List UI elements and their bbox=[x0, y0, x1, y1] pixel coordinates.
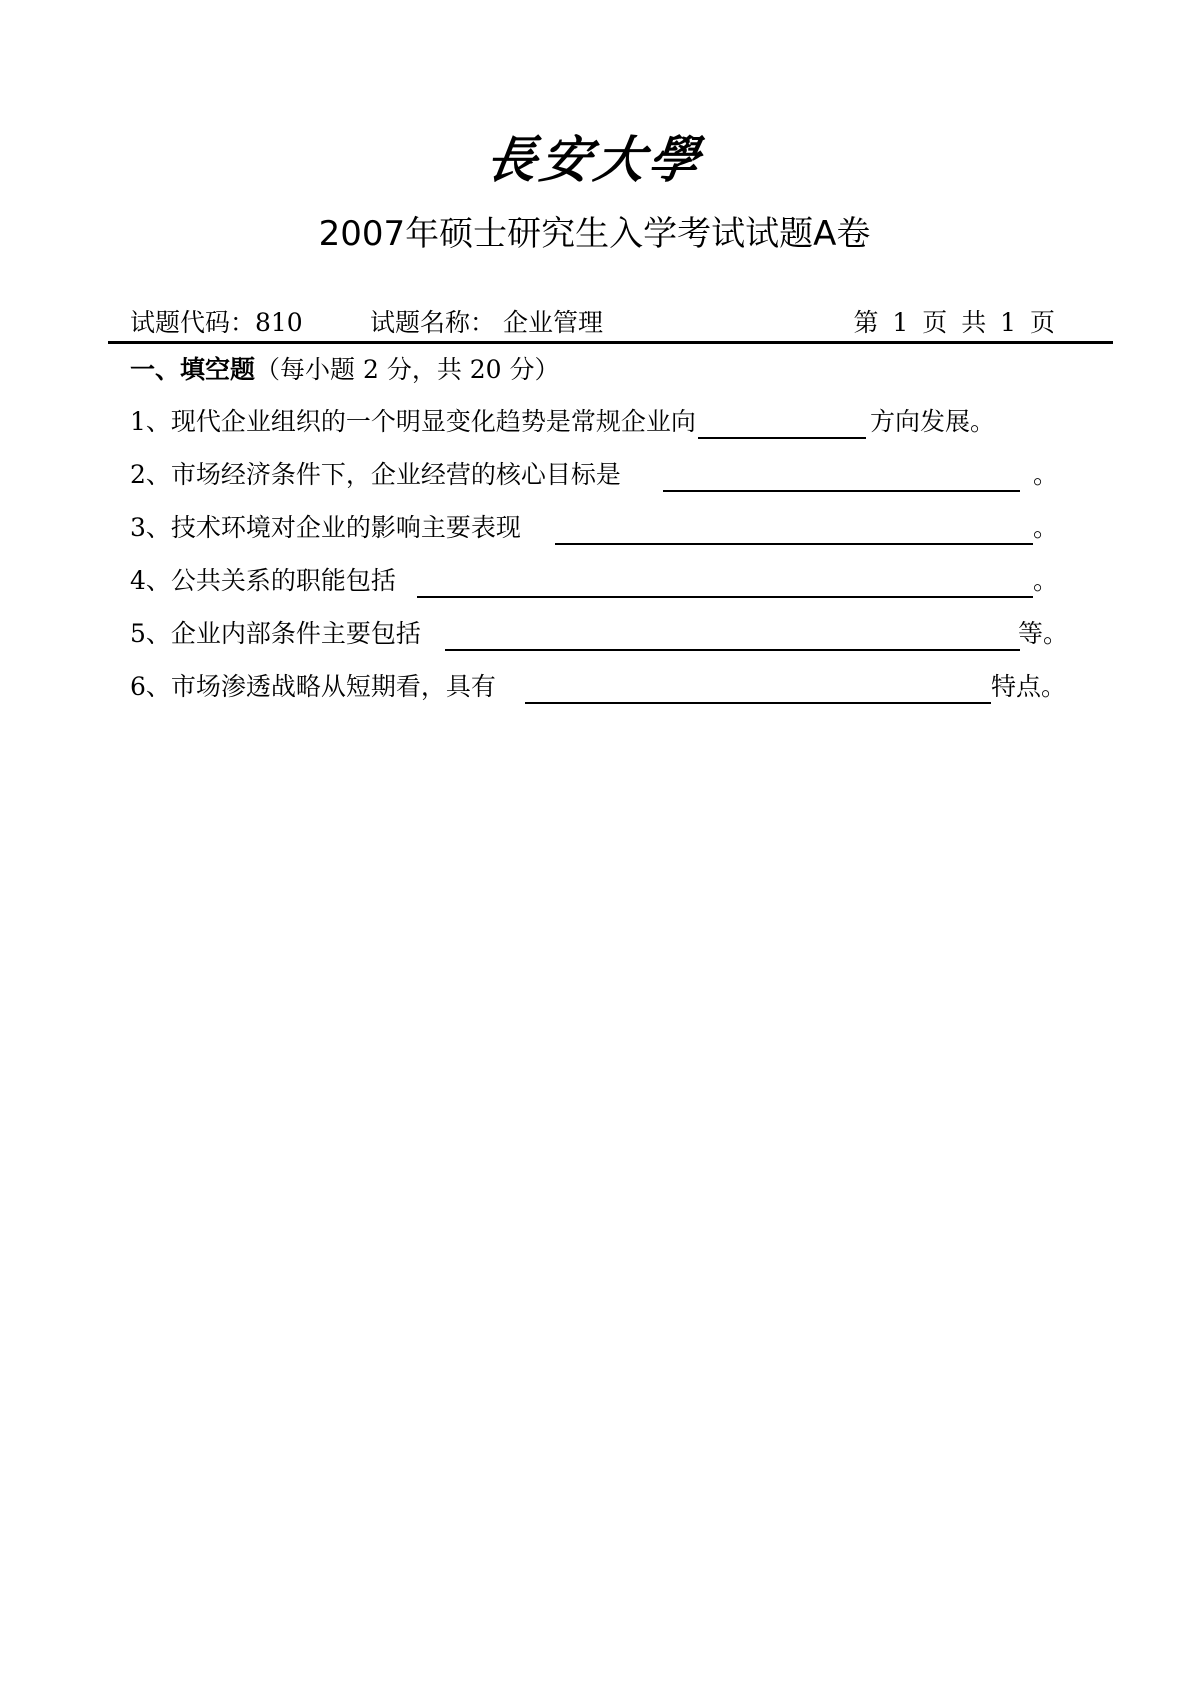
exam-title: 2007年硕士研究生入学考试试题A卷 bbox=[318, 214, 871, 254]
question-6-suffix: 特点。 bbox=[991, 672, 1067, 701]
question-3 bbox=[130, 510, 1060, 546]
section-scoring-note: （每小题 2 分，共 20 分） bbox=[255, 355, 560, 384]
university-logo: 長安大學 bbox=[482, 130, 707, 189]
question-4-answer-blank bbox=[417, 596, 1033, 598]
exam-info-row bbox=[130, 306, 1058, 340]
question-5-suffix: 等。 bbox=[1018, 619, 1069, 648]
exam-code: 试题代码：810 bbox=[130, 308, 303, 337]
question-2 bbox=[130, 457, 1060, 493]
question-2-suffix: 。 bbox=[1033, 460, 1059, 489]
question-2-text: 2、市场经济条件下，企业经营的核心目标是 bbox=[130, 460, 621, 489]
question-1-text: 1、现代企业组织的一个明显变化趋势是常规企业向 bbox=[130, 407, 696, 436]
question-5-text: 5、企业内部条件主要包括 bbox=[130, 619, 421, 648]
exam-subject-name: 试题名称： 企业管理 bbox=[370, 308, 603, 337]
question-6-text: 6、市场渗透战略从短期看，具有 bbox=[130, 672, 496, 701]
question-3-text: 3、技术环境对企业的影响主要表现 bbox=[130, 513, 521, 542]
question-1 bbox=[130, 404, 1060, 440]
question-1-suffix: 方向发展。 bbox=[870, 407, 996, 436]
question-5 bbox=[130, 616, 1069, 652]
section-heading bbox=[130, 353, 560, 387]
question-4 bbox=[130, 563, 1060, 599]
section-title: 一、填空题 bbox=[130, 355, 256, 384]
question-4-text: 4、公共关系的职能包括 bbox=[130, 566, 396, 595]
question-4-suffix: 。 bbox=[1033, 566, 1059, 595]
question-5-answer-blank bbox=[445, 649, 1020, 651]
question-6 bbox=[130, 669, 1067, 705]
question-1-answer-blank bbox=[698, 437, 866, 439]
question-3-answer-blank bbox=[555, 543, 1033, 545]
page-indicator: 第 1 页 共 1 页 bbox=[853, 308, 1058, 337]
header-divider bbox=[108, 341, 1113, 344]
question-2-answer-blank bbox=[663, 490, 1020, 492]
question-3-suffix: 。 bbox=[1033, 513, 1059, 542]
question-6-answer-blank bbox=[525, 702, 991, 704]
